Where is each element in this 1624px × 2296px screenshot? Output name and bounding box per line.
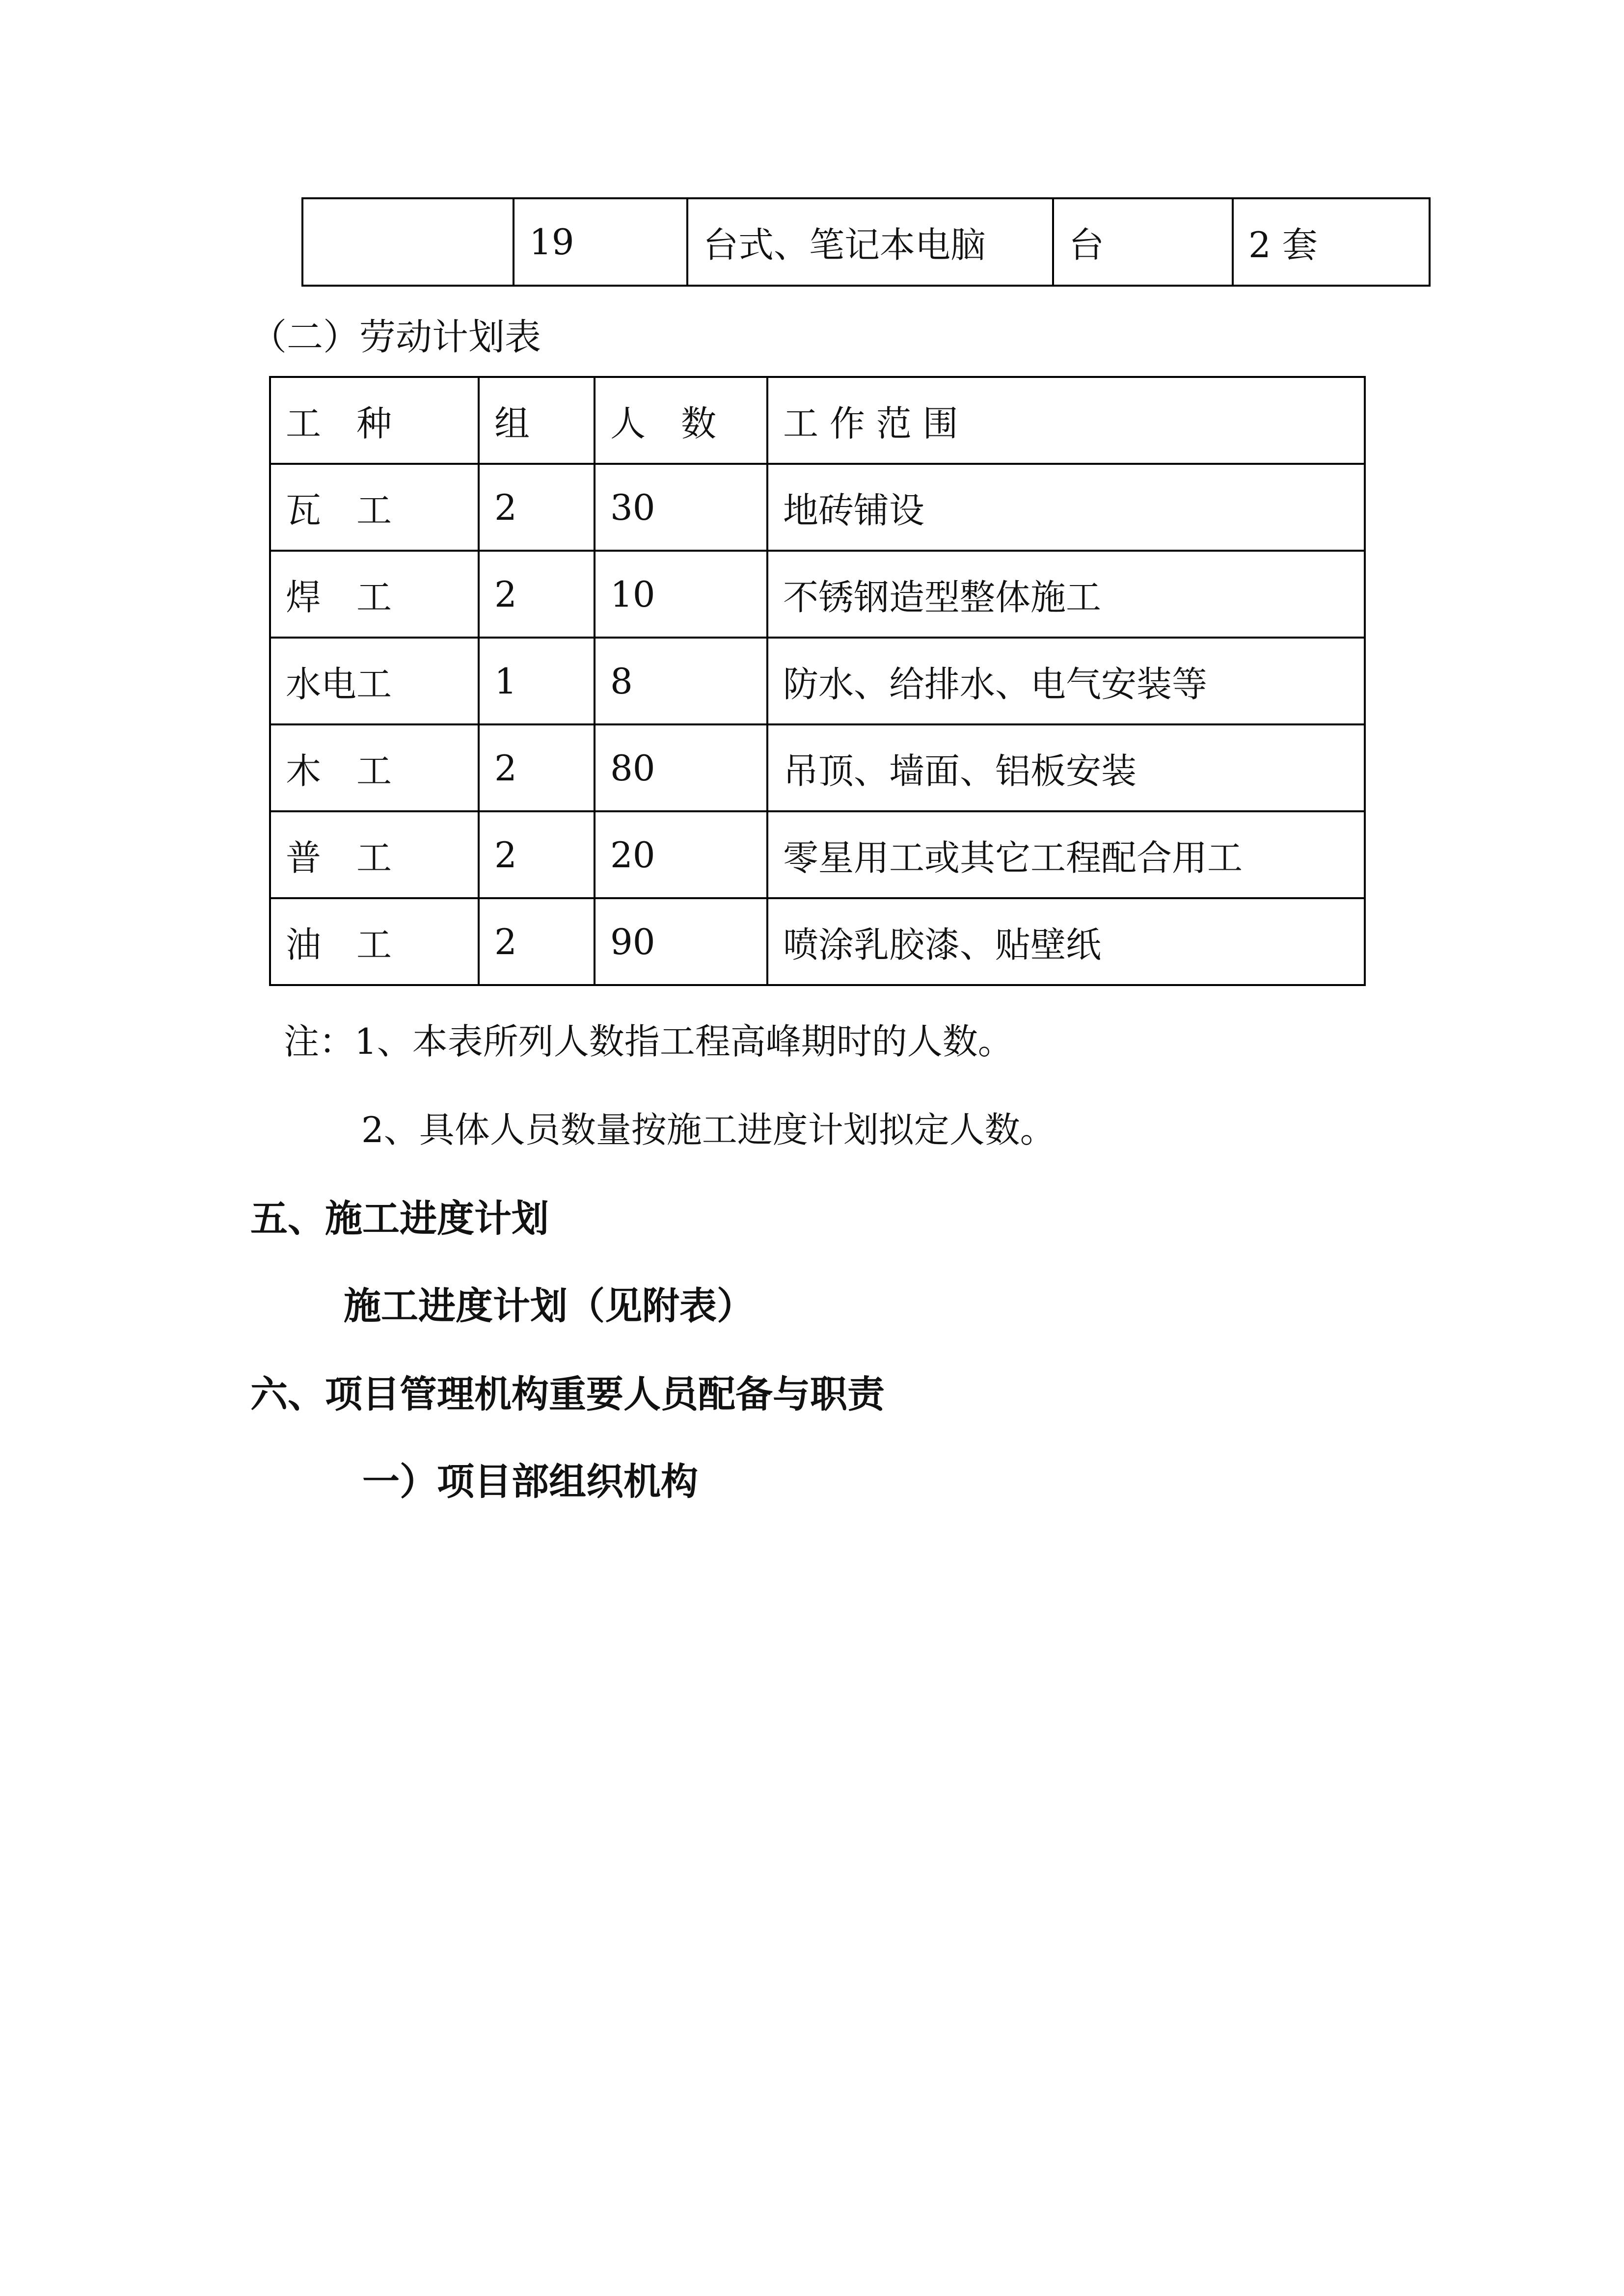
equipment-table bbox=[301, 197, 1431, 287]
section-5-body: 施工进度计划（见附表） bbox=[344, 1284, 754, 1328]
trade-cell: 木 工 bbox=[270, 724, 479, 811]
equipment-name: 台式、笔记本电脑 bbox=[687, 198, 1053, 286]
scope-cell: 地砖铺设 bbox=[767, 464, 1365, 551]
table-row bbox=[270, 638, 1365, 724]
equipment-col1 bbox=[302, 198, 514, 286]
trade-cell: 焊 工 bbox=[270, 551, 479, 638]
groups-cell: 1 bbox=[479, 638, 595, 724]
scope-cell: 喷涂乳胶漆、贴壁纸 bbox=[767, 898, 1365, 985]
section-5-title: 五、施工进度计划 bbox=[250, 1197, 549, 1240]
groups-cell: 2 bbox=[479, 551, 595, 638]
equipment-index: 19 bbox=[514, 198, 687, 286]
section-6-sub: 一）项目部组织机构 bbox=[362, 1460, 698, 1503]
note-2: 2、具体人员数量按施工进度计划拟定人数。 bbox=[361, 1109, 1056, 1150]
table-header-row bbox=[270, 377, 1365, 464]
count-cell: 90 bbox=[595, 898, 767, 985]
header-scope: 工 作 范 围 bbox=[767, 377, 1365, 464]
count-cell: 30 bbox=[595, 464, 767, 551]
labor-section-title: （二）劳动计划表 bbox=[250, 316, 541, 358]
trade-cell: 油 工 bbox=[270, 898, 479, 985]
table-row bbox=[270, 464, 1365, 551]
trade-cell: 普 工 bbox=[270, 811, 479, 898]
scope-cell: 防水、给排水、电气安装等 bbox=[767, 638, 1365, 724]
scope-cell: 零星用工或其它工程配合用工 bbox=[767, 811, 1365, 898]
groups-cell: 2 bbox=[479, 811, 595, 898]
trade-cell: 瓦 工 bbox=[270, 464, 479, 551]
count-cell: 8 bbox=[595, 638, 767, 724]
table-row bbox=[270, 551, 1365, 638]
count-cell: 80 bbox=[595, 724, 767, 811]
trade-cell: 水电工 bbox=[270, 638, 479, 724]
count-cell: 20 bbox=[595, 811, 767, 898]
table-row bbox=[270, 898, 1365, 985]
labor-table bbox=[269, 376, 1366, 986]
groups-cell: 2 bbox=[479, 464, 595, 551]
scope-cell: 吊顶、墙面、铝板安装 bbox=[767, 724, 1365, 811]
table-row bbox=[270, 724, 1365, 811]
header-count: 人 数 bbox=[595, 377, 767, 464]
header-groups: 组 bbox=[479, 377, 595, 464]
groups-cell: 2 bbox=[479, 898, 595, 985]
section-6-title: 六、项目管理机构重要人员配备与职责 bbox=[250, 1372, 885, 1416]
equipment-unit: 台 bbox=[1053, 198, 1233, 286]
table-row bbox=[270, 811, 1365, 898]
note-1: 注：1、本表所列人数指工程高峰期时的人数。 bbox=[284, 1021, 1013, 1062]
groups-cell: 2 bbox=[479, 724, 595, 811]
table-row bbox=[302, 198, 1430, 286]
count-cell: 10 bbox=[595, 551, 767, 638]
header-trade: 工 种 bbox=[270, 377, 479, 464]
equipment-quantity: 2 套 bbox=[1233, 198, 1430, 286]
scope-cell: 不锈钢造型整体施工 bbox=[767, 551, 1365, 638]
